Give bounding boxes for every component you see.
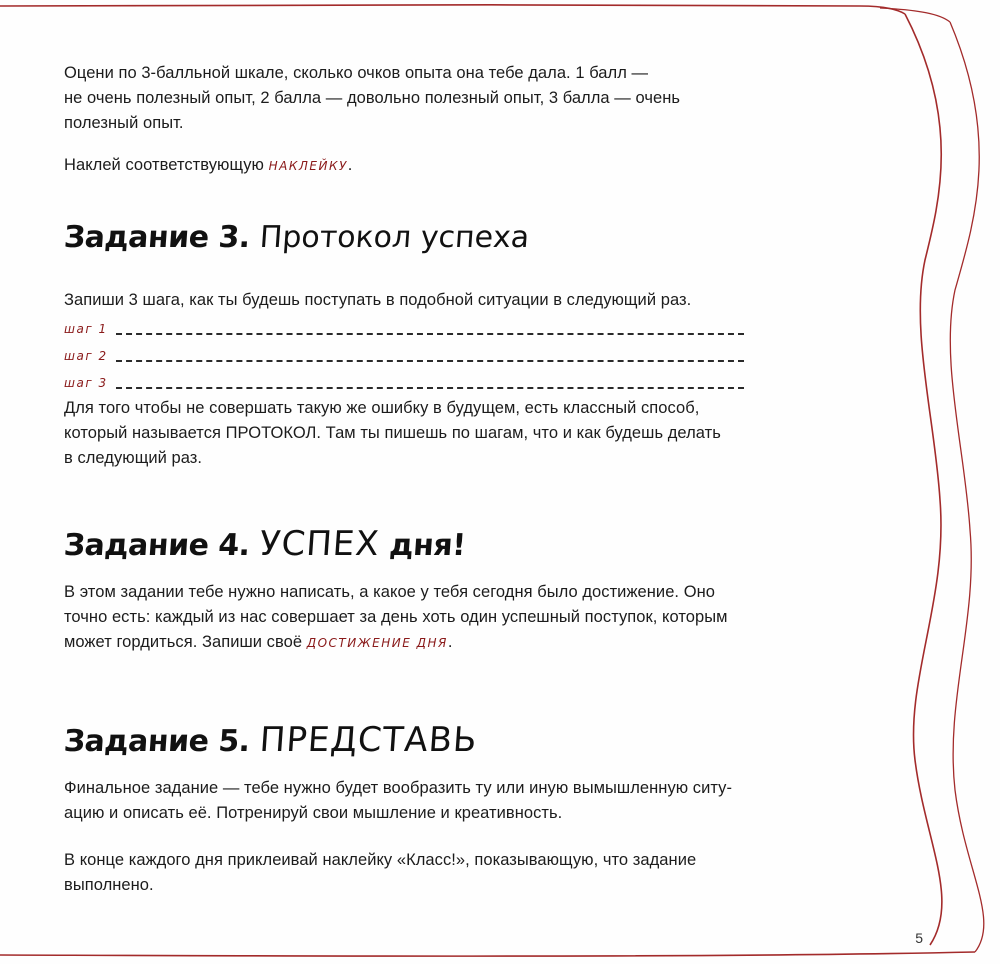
task5-body-line-1: Финальное задание — тебе нужно будет вообразить ту или иную вымышленную ситу- bbox=[64, 779, 733, 797]
intro-paragraph bbox=[64, 61, 680, 136]
bottom-border-line bbox=[0, 952, 975, 956]
step-1-answer-line bbox=[116, 333, 744, 335]
task5-heading-big: ПРЕДСТАВЬ bbox=[258, 720, 479, 760]
right-wave-line-1 bbox=[905, 14, 942, 945]
step-2-label: шаг 2 bbox=[64, 349, 108, 363]
closing-line-1: В конце каждого дня приклеивай наклейку «Класс!», показывающую, что задание bbox=[64, 851, 697, 869]
task4-heading bbox=[63, 524, 467, 564]
task4-body-line-3: может гордиться. Запиши своё bbox=[64, 633, 307, 651]
step-3-answer-line bbox=[116, 387, 744, 389]
task3-heading-title: Протокол успеха bbox=[258, 220, 531, 255]
step-1-label: шаг 1 bbox=[64, 322, 108, 336]
step-1-row bbox=[64, 316, 744, 338]
task5-body-line-2: ацию и описать её. Потренируй свои мышление и креативность. bbox=[64, 804, 563, 822]
achievement-handwritten-phrase: ДОСТИЖЕНИЕ ДНЯ bbox=[306, 636, 448, 650]
task3-heading bbox=[63, 220, 531, 255]
intro-line-1: Оцени по 3-балльной шкале, сколько очков опыта она тебе дала. 1 балл — bbox=[64, 64, 649, 82]
task3-body-line-2: который называется ПРОТОКОЛ. Там ты пишешь по шагам, что и как будешь делать bbox=[64, 424, 721, 442]
task3-body-line-1: Для того чтобы не совершать такую же ошибку в будущем, есть классный способ, bbox=[64, 399, 700, 417]
sticker-handwritten-word: НАКЛЕЙКУ bbox=[268, 159, 348, 173]
task3-instruction: Запиши 3 шага, как ты будешь поступать в подобной ситуации в следующий раз. bbox=[64, 291, 692, 309]
top-border-line-2 bbox=[880, 8, 950, 22]
task3-heading-lead: Задание 3. bbox=[62, 220, 252, 255]
step-3-label: шаг 3 bbox=[64, 376, 108, 390]
task4-body-line-2: точно есть: каждый из нас совершает за день хоть один успешный поступок, которым bbox=[64, 608, 728, 626]
sticker-instruction-end: . bbox=[347, 156, 353, 174]
step-2-row bbox=[64, 343, 744, 365]
task4-heading-big: УСПЕХ bbox=[258, 524, 382, 564]
task3-body-line-3: в следующий раз. bbox=[64, 449, 203, 467]
page-number: 5 bbox=[915, 930, 923, 946]
intro-line-2: не очень полезный опыт, 2 балла — довольно полезный опыт, 3 балла — очень bbox=[64, 89, 681, 107]
task4-body-end: . bbox=[447, 633, 453, 651]
closing-line-2: выполнено. bbox=[64, 876, 154, 894]
top-border-line bbox=[0, 5, 905, 14]
task5-body bbox=[64, 776, 732, 826]
intro-line-3: полезный опыт. bbox=[64, 114, 184, 132]
step-2-answer-line bbox=[116, 360, 744, 362]
sticker-instruction bbox=[64, 153, 352, 179]
task5-heading bbox=[63, 720, 479, 760]
closing-paragraph bbox=[64, 848, 696, 898]
task4-body bbox=[64, 580, 728, 656]
task4-heading-lead: Задание 4. bbox=[62, 528, 251, 563]
step-3-row bbox=[64, 370, 744, 392]
task5-heading-lead: Задание 5. bbox=[62, 724, 251, 759]
task4-body-line-1: В этом задании тебе нужно написать, а какое у тебя сегодня было достижение. Оно bbox=[64, 583, 715, 601]
right-wave-line-2 bbox=[950, 22, 984, 952]
sticker-instruction-text: Наклей соответствующую bbox=[64, 156, 269, 174]
task4-heading-rest: дня! bbox=[388, 528, 467, 563]
task3-body bbox=[64, 396, 721, 471]
